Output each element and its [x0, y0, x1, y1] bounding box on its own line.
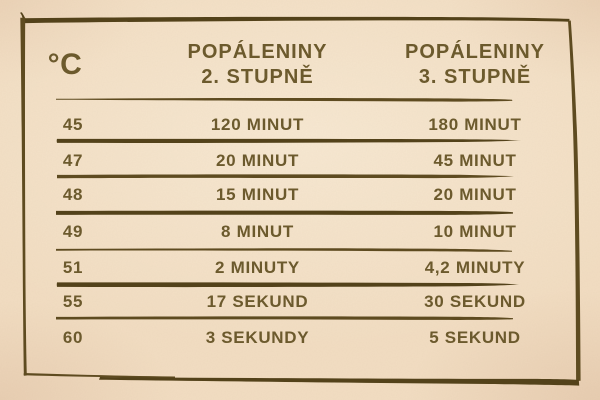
table-row: [0, 185, 600, 205]
table-row: [0, 328, 600, 348]
temperature-cell: 49: [62, 222, 84, 241]
temperature-cell: 48: [62, 185, 84, 204]
third-degree-time-cell: 5 SEKUND: [429, 328, 521, 347]
table-row: [0, 258, 600, 278]
second-degree-column-header: [120, 40, 395, 90]
temperature-cell: 51: [62, 258, 84, 277]
second-degree-time-cell: 2 MINUTY: [215, 258, 300, 277]
third-degree-time-cell: 20 MINUT: [433, 185, 517, 204]
row-divider: [56, 211, 513, 215]
third-degree-header-line2: 3. STUPNĚ: [418, 66, 532, 88]
second-degree-time-cell: 17 SEKUND: [206, 292, 309, 311]
temperature-cell: 47: [62, 151, 84, 170]
second-degree-header-line2: 2. STUPNĚ: [201, 66, 314, 88]
temperature-unit-header: °C: [47, 48, 83, 81]
second-degree-time-cell: 15 MINUT: [215, 185, 300, 204]
table-row: [0, 151, 600, 171]
table-row: [0, 222, 600, 242]
third-degree-time-cell: 10 MINUT: [433, 222, 517, 241]
second-degree-time-cell: 8 MINUT: [221, 222, 294, 241]
third-degree-time-cell: 45 MINUT: [433, 151, 517, 170]
temperature-cell: 60: [62, 328, 84, 347]
second-degree-time-cell: 120 MINUT: [210, 115, 305, 134]
table-row: [0, 292, 600, 312]
temperature-cell: 45: [62, 115, 84, 134]
third-degree-time-cell: 180 MINUT: [428, 115, 522, 134]
third-degree-column-header: [395, 40, 555, 90]
temperature-cell: 55: [62, 292, 84, 311]
third-degree-header-line1: POPÁLENINY: [404, 41, 546, 63]
second-degree-time-cell: 20 MINUT: [215, 151, 300, 170]
row-divider: [57, 174, 514, 178]
table-row: [0, 115, 600, 135]
second-degree-header-line1: POPÁLENINY: [187, 41, 328, 63]
third-degree-time-cell: 30 SEKUND: [424, 292, 526, 311]
second-degree-time-cell: 3 SEKUNDY: [205, 328, 310, 347]
third-degree-time-cell: 4,2 MINUTY: [424, 258, 526, 277]
